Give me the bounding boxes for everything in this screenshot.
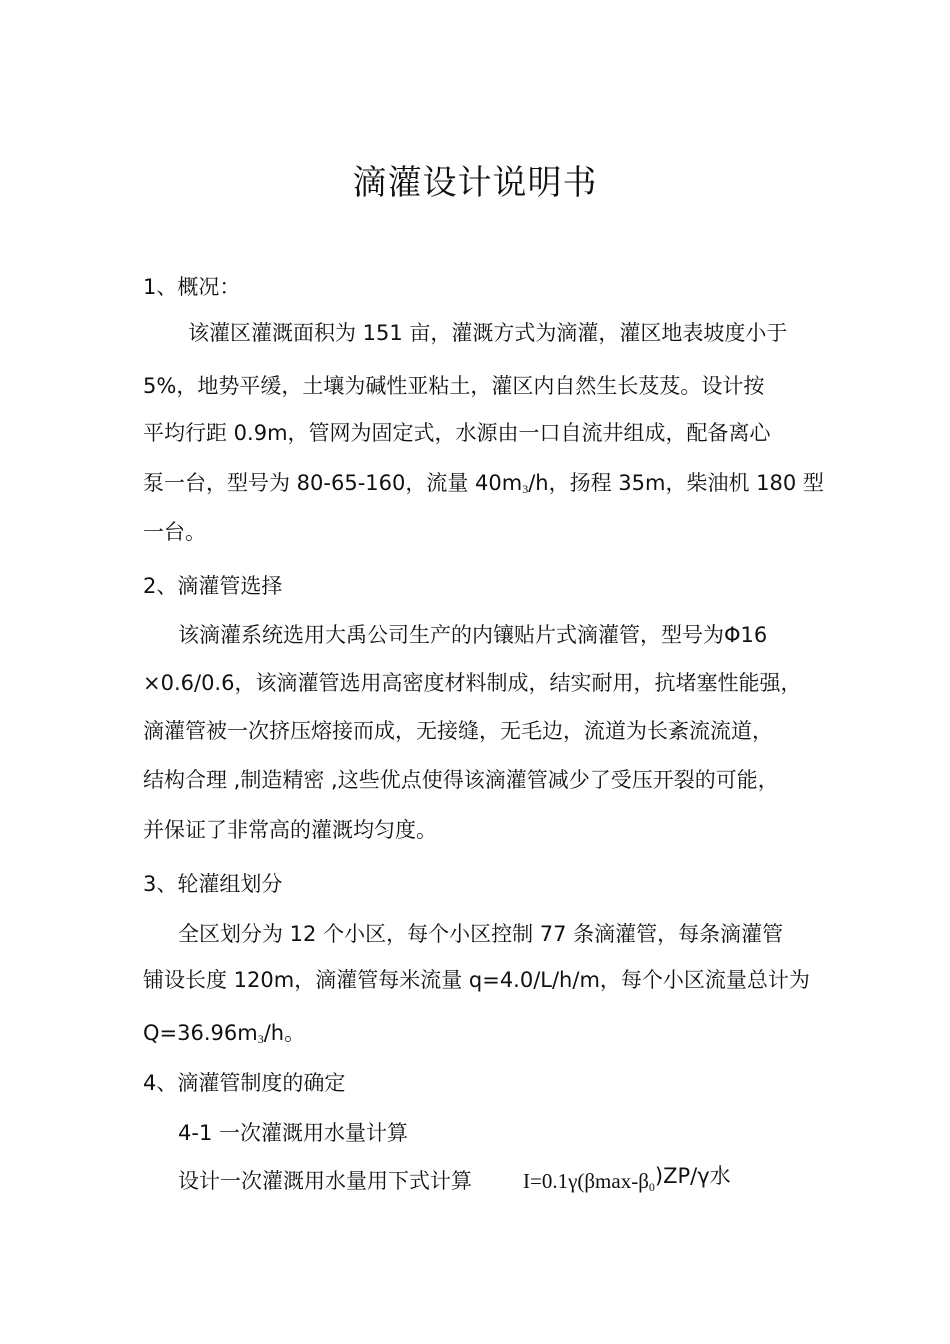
formula-sub: 0 <box>648 1180 655 1194</box>
section-1-line-4-head: 泵一台，型号为 80-65-160，流量 40m <box>143 471 523 495</box>
section-3-line-2: 铺设长度 120m，滴灌管每米流量 q=4.0/L/h/m，每个小区流量总计为 <box>143 968 810 992</box>
section-1-line-2: 5%，地势平缓，土壤为碱性亚粘土，灌区内自然生长芨芨。设计按 <box>143 374 765 398</box>
section-1-line-4 <box>143 468 824 504</box>
section-3-heading: 3、轮灌组划分 <box>143 872 283 896</box>
section-3-line-3-sub: 3 <box>257 1032 264 1046</box>
section-1-line-4-sub: 3 <box>522 482 529 496</box>
section-2-line-1: 该滴灌系统选用大禹公司生产的内镶贴片式滴灌管，型号为Φ16 <box>178 623 768 647</box>
section-2-line-2: ×0.6/0.6，该滴灌管选用高密度材料制成，结实耐用，抗堵塞性能强， <box>143 671 802 695</box>
section-2-line-5: 并保证了非常高的灌溉均匀度。 <box>143 818 437 842</box>
section-1-line-5: 一台。 <box>143 520 206 544</box>
section-3-line-3 <box>143 1018 813 1054</box>
section-1-line-4-tail: /h，扬程 35m，柴油机 180 型 <box>528 471 824 495</box>
section-1-heading: 1、概况： <box>143 275 241 299</box>
section-2-line-3: 滴灌管被一次挤压熔接而成，无接缝，无毛边，流道为长紊流流道， <box>143 719 773 743</box>
section-2-line-4: 结构合理 ,制造精密 ,这些优点使得该滴灌管减少了受压开裂的可能， <box>143 768 779 792</box>
section-4-subheading: 4-1 一次灌溉用水量计算 <box>178 1121 408 1145</box>
formula-intro: 设计一次灌溉用水量用下式计算 <box>178 1169 472 1193</box>
page-title: 滴灌设计说明书 <box>352 163 598 203</box>
section-1-line-1: 该灌区灌溉面积为 151 亩，灌溉方式为滴灌，灌区地表坡度小于 <box>188 321 788 345</box>
formula <box>523 1166 731 1202</box>
section-4-heading: 4、滴灌管制度的确定 <box>143 1071 346 1095</box>
section-3-line-3-head: Q=36.96m <box>143 1021 258 1045</box>
section-2-heading: 2、滴灌管选择 <box>143 574 283 598</box>
section-3-line-3-tail: /h。 <box>263 1021 306 1045</box>
formula-main: I=0.1γ(βmax-β <box>523 1169 649 1193</box>
formula-tail: )ZP/γ水 <box>654 1164 731 1188</box>
section-3-line-1: 全区划分为 12 个小区，每个小区控制 77 条滴灌管，每条滴灌管 <box>178 922 784 946</box>
section-1-line-3: 平均行距 0.9m，管网为固定式，水源由一口自流井组成，配备离心 <box>143 421 771 445</box>
